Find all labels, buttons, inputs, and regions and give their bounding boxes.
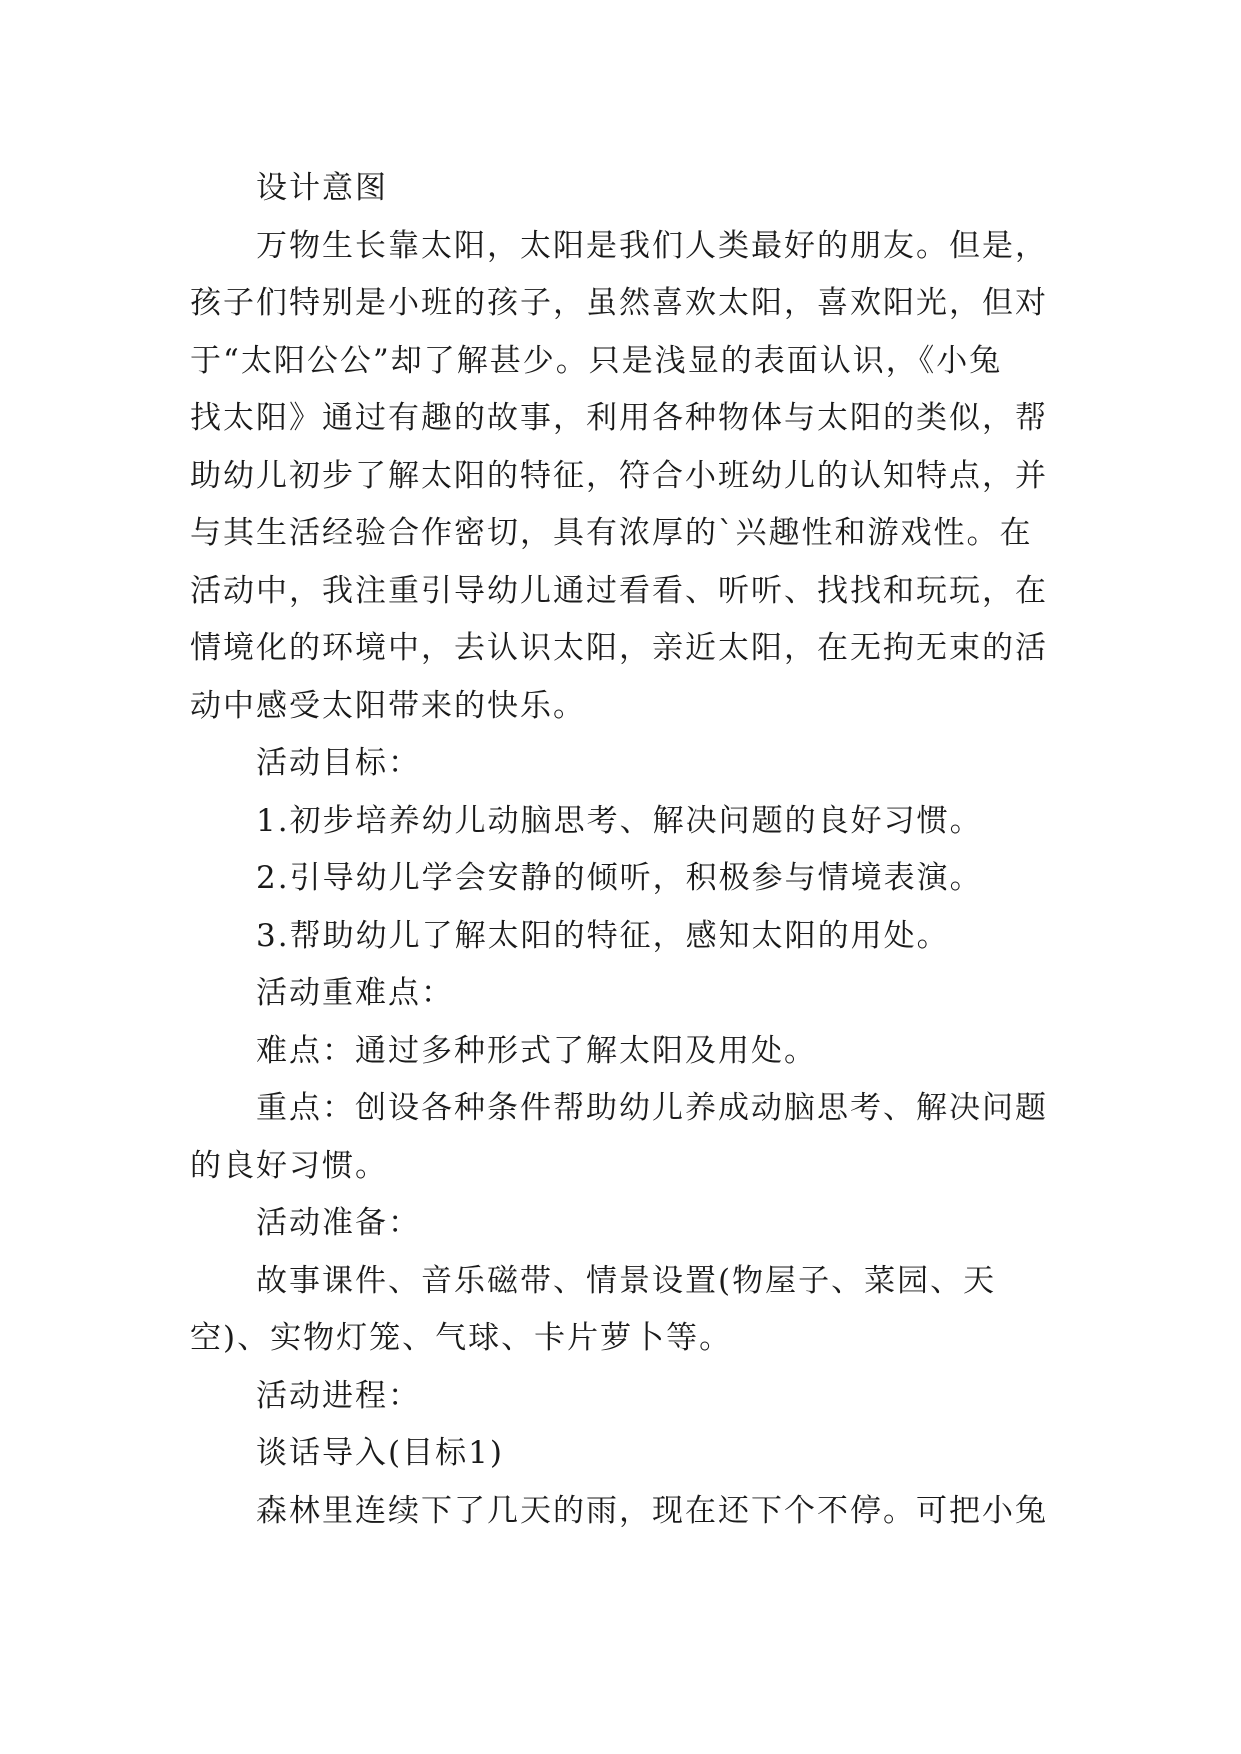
goal-item: 2.引导幼儿学会安静的倾听，积极参与情境表演。 bbox=[256, 860, 983, 896]
paragraph-line: 情境化的环境中，去认识太阳，亲近太阳，在无拘无束的活 bbox=[190, 630, 1048, 666]
paragraph-line: 与其生活经验合作密切，具有浓厚的`兴趣性和游戏性。在 bbox=[190, 515, 1033, 551]
section-heading-design-intent: 设计意图 bbox=[256, 170, 388, 206]
paragraph-line: 难点：通过多种形式了解太阳及用处。 bbox=[256, 1032, 817, 1069]
section-heading-process: 活动进程： bbox=[256, 1377, 421, 1414]
paragraph-line: 空)、实物灯笼、气球、卡片萝卜等。 bbox=[190, 1320, 733, 1356]
goal-item: 3.帮助幼儿了解太阳的特征，感知太阳的用处。 bbox=[256, 917, 950, 954]
paragraph-line: 于“太阳公公”却了解甚少。只是浅显的表面认识，《小兔 bbox=[190, 342, 1003, 379]
section-heading-key-points: 活动重难点： bbox=[256, 975, 454, 1011]
paragraph-line: 动中感受太阳带来的快乐。 bbox=[190, 687, 586, 724]
paragraph-line: 万物生长靠太阳，太阳是我们人类最好的朋友。但是， bbox=[256, 227, 1048, 264]
document-page bbox=[190, 160, 1050, 1540]
paragraph-line: 故事课件、音乐磁带、情景设置(物屋子、菜园、天 bbox=[256, 1262, 997, 1299]
goal-item: 1.初步培养幼儿动脑思考、解决问题的良好习惯。 bbox=[256, 802, 983, 839]
subsection-heading: 谈话导入(目标1) bbox=[256, 1435, 504, 1471]
paragraph-line: 助幼儿初步了解太阳的特征，符合小班幼儿的认知特点，并 bbox=[190, 457, 1048, 494]
paragraph-line: 孩子们特别是小班的孩子，虽然喜欢太阳，喜欢阳光，但对 bbox=[190, 285, 1048, 321]
paragraph-line: 活动中，我注重引导幼儿通过看看、听听、找找和玩玩，在 bbox=[190, 572, 1048, 609]
section-heading-preparation: 活动准备： bbox=[256, 1205, 421, 1241]
paragraph-line: 的良好习惯。 bbox=[190, 1147, 388, 1184]
section-heading-goals: 活动目标： bbox=[256, 745, 421, 781]
paragraph-line: 森林里连续下了几天的雨，现在还下个不停。可把小兔 bbox=[256, 1492, 1048, 1529]
paragraph-line: 重点：创设各种条件帮助幼儿养成动脑思考、解决问题 bbox=[256, 1090, 1048, 1126]
paragraph-line: 找太阳》通过有趣的故事，利用各种物体与太阳的类似，帮 bbox=[190, 400, 1048, 436]
